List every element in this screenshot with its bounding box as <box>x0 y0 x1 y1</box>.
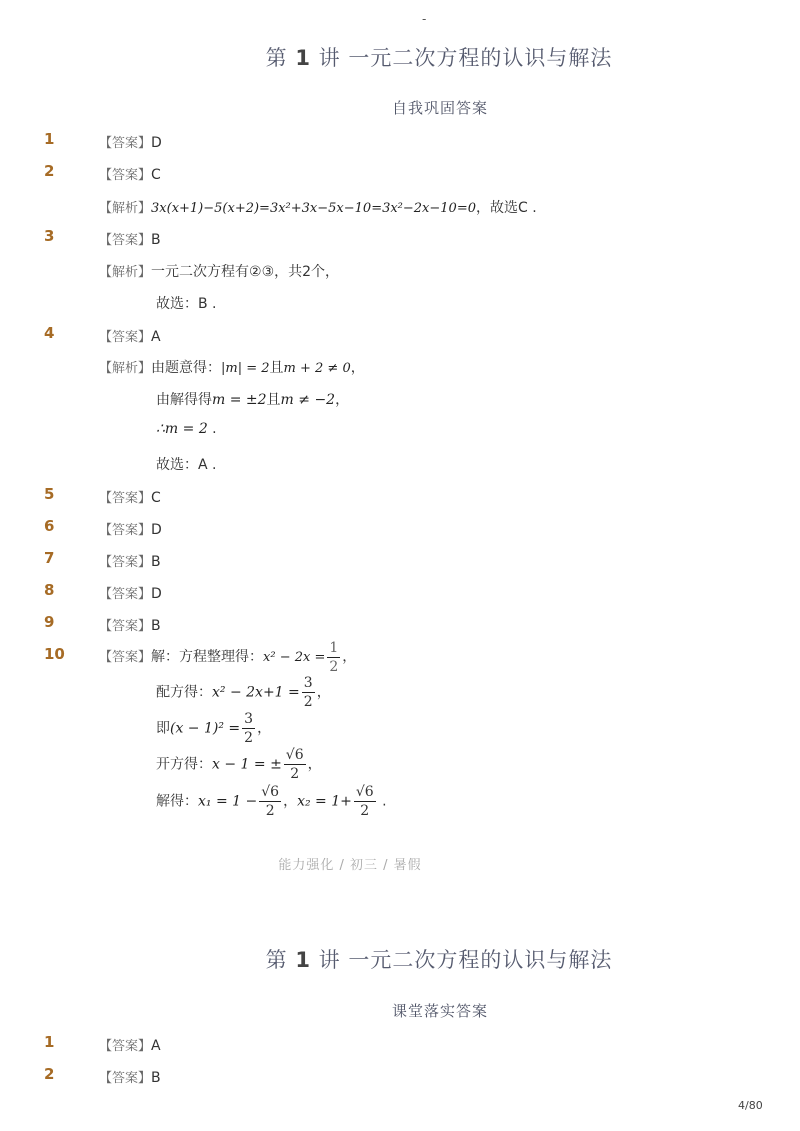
top-mark: - <box>422 12 427 26</box>
section-title-classroom: 课堂落实答案 <box>391 1002 488 1020</box>
fraction: $\frac{3}{2}$ <box>303 675 313 710</box>
chapter-title: 第 1 讲 一元二次方程的认识与解法 <box>265 46 613 70</box>
answer-tag: 【答案】D <box>99 586 162 602</box>
solution-line: 解得：x₁ = 1 − $\frac{√6}{2}$ ，x₂ = 1+ $\frac{√6}{2}$ . <box>156 784 387 819</box>
question-number: 7 <box>44 549 55 567</box>
question-number: 10 <box>44 645 65 663</box>
analysis-line: 故选：B . <box>156 296 217 312</box>
fraction: $\frac{√6}{2}$ <box>261 784 280 819</box>
question-number: 9 <box>44 613 55 631</box>
analysis-block: 【解析】一元二次方程有②③，共2个， <box>99 264 340 280</box>
question-number: 8 <box>44 581 55 599</box>
solution-line: 配方得：x² − 2x+1 = $\frac{3}{2}$ ， <box>156 675 331 710</box>
analysis-line: 故选：A . <box>156 457 217 473</box>
page-number: 4/80 <box>738 1099 763 1112</box>
solution-line: 开方得：x − 1 = ± $\frac{√6}{2}$ ， <box>156 747 322 782</box>
question-number: 1 <box>44 130 55 148</box>
answer-tag: 【答案】B <box>99 232 161 248</box>
solution-line: 即(x − 1)² = $\frac{3}{2}$ ， <box>156 711 272 746</box>
answer-tag: 【答案】D <box>99 135 162 151</box>
answer-tag: 【答案】A <box>99 329 161 345</box>
answer-value: C <box>151 490 161 506</box>
analysis-line: ∴m = 2 . <box>156 421 217 437</box>
answer-tag: 【答案】B <box>99 618 161 634</box>
answer-value: A <box>151 1038 161 1054</box>
answer-value: B <box>151 618 161 634</box>
answer-tag: 【答案】B <box>99 554 161 570</box>
question-number: 1 <box>44 1033 55 1051</box>
answer-value: B <box>151 1070 161 1086</box>
analysis-block: 【解析】由题意得：|m| = 2且m + 2 ≠ 0， <box>99 360 365 376</box>
answer-value: D <box>151 586 162 602</box>
analysis-line: 由解得得m = ±2且m ≠ −2， <box>156 392 350 408</box>
answer-tag: 【答案】D <box>99 522 162 538</box>
section-title-self-review: 自我巩固答案 <box>391 99 488 117</box>
question-number: 2 <box>44 1065 55 1083</box>
answer-value: B <box>151 232 161 248</box>
page-footer: 能力强化 / 初三 / 暑假 <box>278 858 422 873</box>
analysis-text: 一元二次方程有②③，共2个， <box>151 264 340 280</box>
answer-value: D <box>151 135 162 151</box>
answer-value: C <box>151 167 161 183</box>
answer-tag: 【答案】C <box>99 167 161 183</box>
question-number: 3 <box>44 227 55 245</box>
answer-value: B <box>151 554 161 570</box>
answer-tag: 【答案】B <box>99 1070 161 1086</box>
analysis-formula: 3x(x+1)−5(x+2)=3x²+3x−5x−10=3x²−2x−10=0 <box>151 201 476 216</box>
fraction: $\frac{√6}{2}$ <box>285 747 304 782</box>
answer-tag: 【答案】C <box>99 490 161 506</box>
fraction: $\frac{√6}{2}$ <box>355 784 374 819</box>
question-number: 4 <box>44 324 55 342</box>
question-number: 6 <box>44 517 55 535</box>
answer-value: D <box>151 522 162 538</box>
answer-value: A <box>151 329 161 345</box>
question-number: 2 <box>44 162 55 180</box>
analysis-tail: ，故选C . <box>476 200 537 216</box>
fraction: $\frac{3}{2}$ <box>244 711 254 746</box>
answer-tag: 【答案】解：方程整理得：x² − 2x = $\frac{1}{2}$ ， <box>99 640 357 675</box>
fraction: $\frac{1}{2}$ <box>329 640 339 675</box>
analysis-block: 【解析】3x(x+1)−5(x+2)=3x²+3x−5x−10=3x²−2x−10=0，故选C . <box>99 200 537 216</box>
chapter-title: 第 1 讲 一元二次方程的认识与解法 <box>265 948 613 972</box>
answer-tag: 【答案】A <box>99 1038 161 1054</box>
question-number: 5 <box>44 485 55 503</box>
